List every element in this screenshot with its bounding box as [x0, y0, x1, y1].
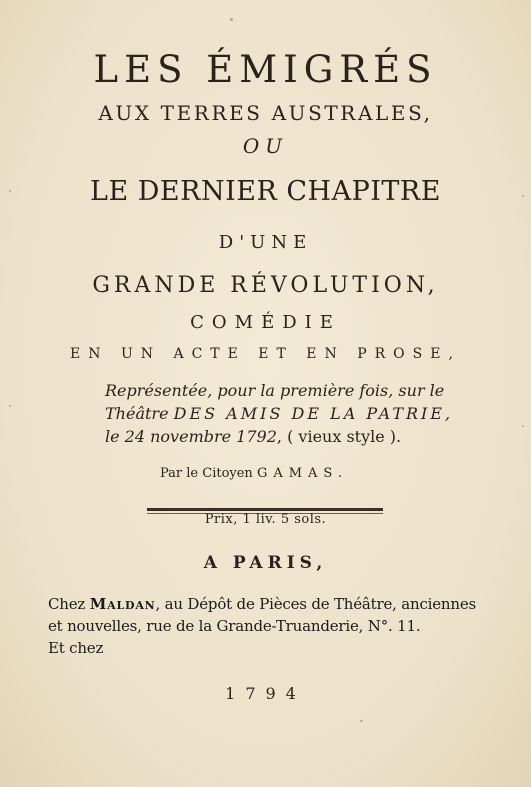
- foxing-spot: [360, 720, 363, 722]
- performance-line-1: Représentée, pour la première fois, sur le: [105, 381, 445, 400]
- divider-rule: [147, 508, 383, 511]
- performance-line-2: [105, 404, 453, 423]
- foxing-spot: [9, 405, 11, 407]
- performance-style: , ( vieux style ).: [276, 427, 402, 446]
- title-grande-revolution: GRANDE RÉVOLUTION,: [92, 273, 439, 298]
- foxing-spot: [230, 18, 233, 21]
- author-name: GAMAS.: [256, 466, 348, 481]
- performance-line-3: [105, 427, 401, 446]
- title-dune: D'UNE: [218, 232, 313, 253]
- performance-date: le 24 novembre 1792: [105, 427, 277, 446]
- publisher-line-2: et nouvelles, rue de la Grande-Truanderie, N°. 11.: [48, 617, 421, 635]
- title-subtitle: AUX TERRES AUSTRALES,: [98, 101, 433, 125]
- publication-year: 1794: [225, 684, 306, 703]
- price: Prix, 1 liv. 5 sols.: [204, 512, 327, 527]
- publisher-slip: [48, 593, 518, 659]
- title-alternate: LE DERNIER CHAPITRE: [90, 176, 441, 207]
- author-prefix: Par le Citoyen: [160, 466, 253, 481]
- foxing-spot: [9, 190, 11, 192]
- publisher-line-3: Et chez: [48, 639, 104, 657]
- publisher-chez: Chez: [48, 595, 86, 613]
- publisher-line-1: [48, 593, 518, 615]
- publisher-name: Maldan: [89, 595, 156, 613]
- foxing-spot: [522, 425, 524, 427]
- publisher-address-1: , au Dépôt de Pièces de Théâtre, anciennes: [155, 595, 477, 613]
- title-main: LES ÉMIGRÉS: [93, 48, 438, 91]
- foxing-spot: [522, 195, 524, 197]
- theatre-word: Théâtre: [105, 404, 169, 423]
- author-line: [160, 466, 348, 481]
- genre-label: COMÉDIE: [190, 312, 341, 333]
- acts-description: EN UN ACTE ET EN PROSE,: [70, 346, 461, 362]
- imprint-city: A PARIS,: [203, 553, 328, 573]
- title-conjunction: OU: [242, 134, 289, 158]
- theatre-name: DES AMIS DE LA PATRIE,: [173, 404, 454, 423]
